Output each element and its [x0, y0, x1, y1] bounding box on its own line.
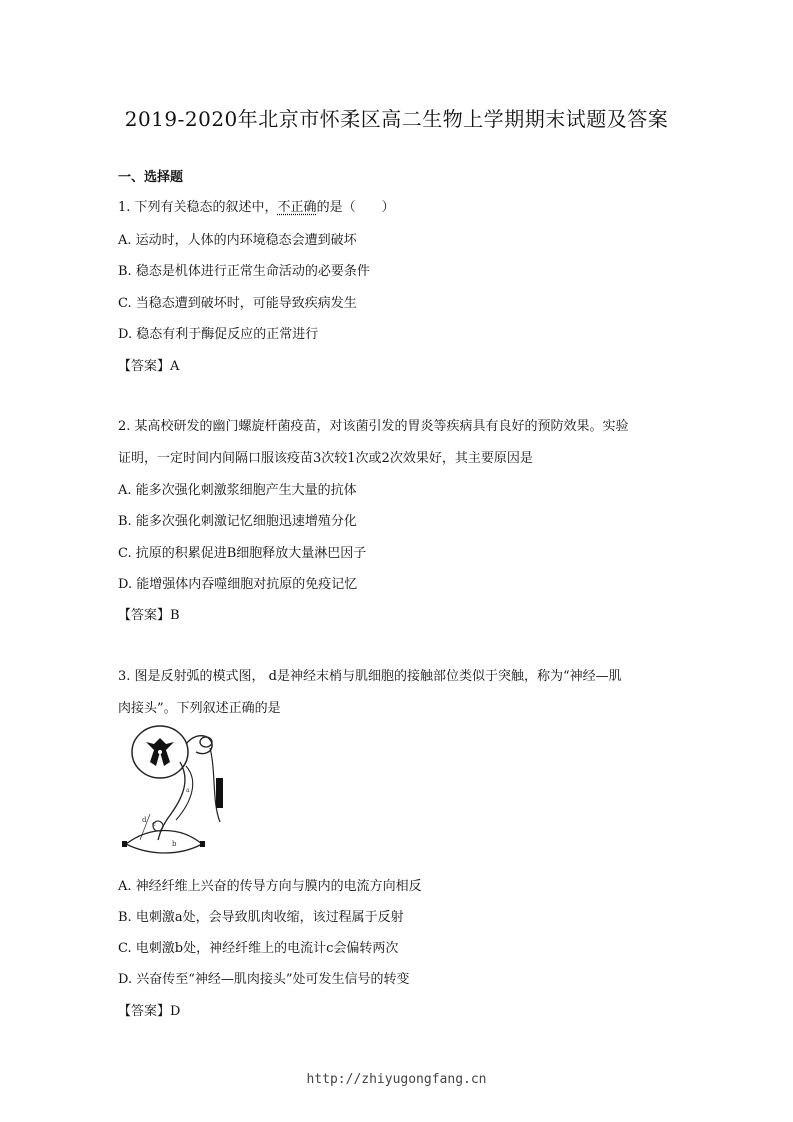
q1-option-c: C. 当稳态遭到破坏时，可能导致疾病发生 — [118, 296, 357, 311]
q3-stem-line1: 3. 图是反射弧的模式图， d是神经末梢与肌细胞的接触部位类似于突触，称为“神经—肌 — [118, 669, 622, 684]
label-a: a — [186, 787, 190, 794]
q1-stem-suffix: 的是（ ） — [316, 200, 395, 215]
q1-stem-prefix: 1. 下列有关稳态的叙述中， — [118, 200, 278, 215]
q1-option-d: D. 稳态有利于酶促反应的正常进行 — [118, 327, 319, 342]
q1-stem — [118, 196, 395, 215]
q3-answer: 【答案】D — [118, 1004, 181, 1019]
q3-option-c: C. 电刺激b处，神经纤维上的电流计c会偏转两次 — [118, 941, 399, 956]
q1-answer: 【答案】A — [118, 359, 180, 374]
q3-stem-line2: 肉接头”。下列叙述正确的是 — [118, 701, 281, 716]
q2-stem-line1: 2. 某高校研发的幽门螺旋杆菌疫苗，对该菌引发的胃炎等疾病具有良好的预防效果。实验 — [118, 419, 629, 434]
q3-option-a: A. 神经纤维上兴奋的传导方向与膜内的电流方向相反 — [118, 879, 422, 894]
q2-answer: 【答案】B — [118, 608, 180, 623]
q2-option-d: D. 能增强体内吞噬细胞对抗原的免疫记忆 — [118, 577, 358, 592]
label-d: d — [142, 816, 147, 824]
tendon-left — [122, 841, 127, 847]
ganglion — [200, 737, 212, 747]
footer-url: http://zhiyugongfang.cn — [306, 1072, 487, 1087]
page-title: 2019-2020年北京市怀柔区高二生物上学期期末试题及答案 — [124, 107, 669, 131]
q2-option-b: B. 能多次强化刺激记忆细胞迅速增殖分化 — [118, 514, 357, 529]
q1-option-a: A. 运动时，人体的内环境稳态会遭到破坏 — [118, 233, 357, 248]
q2-stem-line2: 证明，一定时间内间隔口服该疫苗3次较1次或2次效果好，其主要原因是 — [118, 451, 533, 466]
tendon-right — [200, 841, 205, 847]
q3-option-b: B. 电刺激a处，会导致肌肉收缩，该过程属于反射 — [118, 910, 404, 925]
label-c: c — [152, 820, 156, 828]
section-heading: 一、选择题 — [118, 170, 184, 185]
reflex-arc-figure — [120, 722, 240, 857]
muscle — [126, 831, 202, 854]
q2-option-c: C. 抗原的积累促进B细胞释放大量淋巴因子 — [118, 546, 367, 561]
q1-option-b: B. 稳态是机体进行正常生命活动的必要条件 — [118, 264, 370, 279]
q3-option-d: D. 兴奋传至“神经—肌肉接头”处可发生信号的转变 — [118, 972, 410, 987]
central-canal — [158, 750, 162, 754]
receptor-block — [216, 778, 223, 808]
label-b: b — [172, 840, 177, 848]
q2-option-a: A. 能多次强化刺激浆细胞产生大量的抗体 — [118, 483, 357, 498]
q1-stem-emphasis: 不正确 — [277, 200, 317, 215]
dorsal-root — [186, 736, 212, 754]
